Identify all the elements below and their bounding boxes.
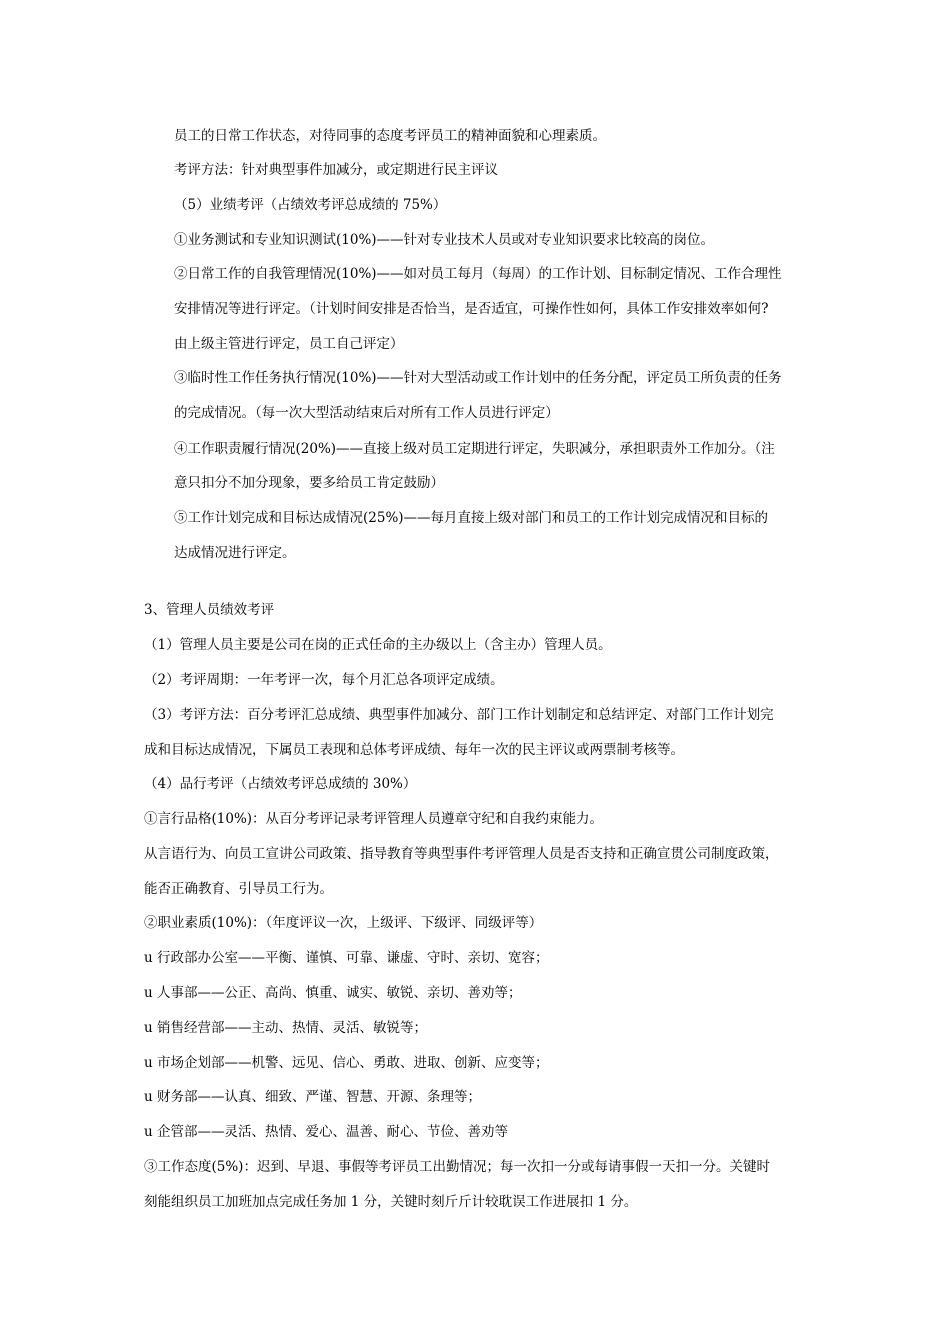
paragraph-line: 达成情况进行评定。	[174, 545, 296, 561]
list-item: ③工作态度(5%)：迟到、早退、事假等考评员工出勤情况；每一次扣一分或每请事假一天扣一分。关键时	[144, 1159, 770, 1175]
paragraph-line: 由上级主管进行评定，员工自己评定）	[174, 336, 404, 352]
bullet-item: u 企管部——灵活、热情、爱心、温善、耐心、节俭、善劝等	[144, 1124, 508, 1140]
paragraph-line: 刻能组织员工加班加点完成任务加 1 分，关键时刻斤斤计较耽误工作进展扣 1 分。	[144, 1194, 638, 1210]
bullet-item: u 市场企划部——机警、远见、信心、勇敢、进取、创新、应变等；	[144, 1055, 549, 1071]
paragraph-line: 的完成情况。（每一次大型活动结束后对所有工作人员进行评定）	[174, 405, 559, 421]
paragraph-line: 意只扣分不加分现象，要多给员工肯定鼓励）	[174, 475, 444, 491]
list-item: ①言行品格(10%)：从百分考评记录考评管理人员遵章守纪和自我约束能力。	[144, 811, 604, 827]
paragraph-line: 能否正确教育、引导员工行为。	[144, 881, 333, 897]
section-heading: 3、管理人员绩效考评	[144, 602, 275, 618]
paragraph-line: 成和目标达成情况，下属员工表现和总体考评成绩、每年一次的民主评议或两票制考核等。	[144, 742, 684, 758]
paragraph-line: 员工的日常工作状态，对待同事的态度考评员工的精神面貌和心理素质。	[174, 128, 606, 144]
bullet-item: u 人事部——公正、高尚、慎重、诚实、敏锐、亲切、善劝等；	[144, 985, 522, 1001]
paragraph-line: 从言语行为、向员工宣讲公司政策、指导教育等典型事件考评管理人员是否支持和正确宣贯公司制度政策，	[144, 846, 779, 862]
paragraph-line: 安排情况等进行评定。（计划时间安排是否恰当，是否适宜，可操作性如何，具体工作安排效率如何?	[174, 301, 769, 317]
list-item: ②日常工作的自我管理情况(10%)——如对员工每月（每周）的工作计划、目标制定情况、工作合理性	[174, 266, 782, 282]
paragraph-line: （3）考评方法：百分考评汇总成绩、典型事件加减分、部门工作计划制定和总结评定、对部门工作计划完	[144, 707, 774, 723]
list-item: ③临时性工作任务执行情况(10%)——针对大型活动或工作计划中的任务分配，评定员工所负责的任务	[174, 370, 782, 386]
list-item: ①业务测试和专业知识测试(10%)——针对专业技术人员或对专业知识要求比较高的岗位。	[174, 232, 715, 248]
paragraph-line: （2）考评周期：一年考评一次，每个月汇总各项评定成绩。	[144, 672, 504, 688]
list-item: ②职业素质(10%)：（年度评议一次，上级评、下级评、同级评等）	[144, 915, 543, 931]
bullet-item: u 财务部——认真、细致、严谨、智慧、开源、条理等；	[144, 1089, 481, 1105]
bullet-item: u 销售经营部——主动、热情、灵活、敏锐等；	[144, 1020, 427, 1036]
paragraph-line: （1）管理人员主要是公司在岗的正式任命的主办级以上（含主办）管理人员。	[144, 637, 612, 653]
paragraph-line: 考评方法：针对典型事件加减分，或定期进行民主评议	[174, 162, 498, 178]
subsection-heading: （4）品行考评（占绩效考评总成绩的 30%）	[144, 776, 417, 792]
list-item: ⑤工作计划完成和目标达成情况(25%)——每月直接上级对部门和员工的工作计划完成情况和目标的	[174, 510, 769, 526]
bullet-item: u 行政部办公室——平衡、谨慎、可靠、谦虚、守时、亲切、宽容；	[144, 950, 549, 966]
list-item: ④工作职责履行情况(20%)——直接上级对员工定期进行评定，失职减分，承担职责外工作加分。（注	[174, 441, 775, 457]
subsection-heading: （5）业绩考评（占绩效考评总成绩的 75%）	[174, 197, 447, 213]
